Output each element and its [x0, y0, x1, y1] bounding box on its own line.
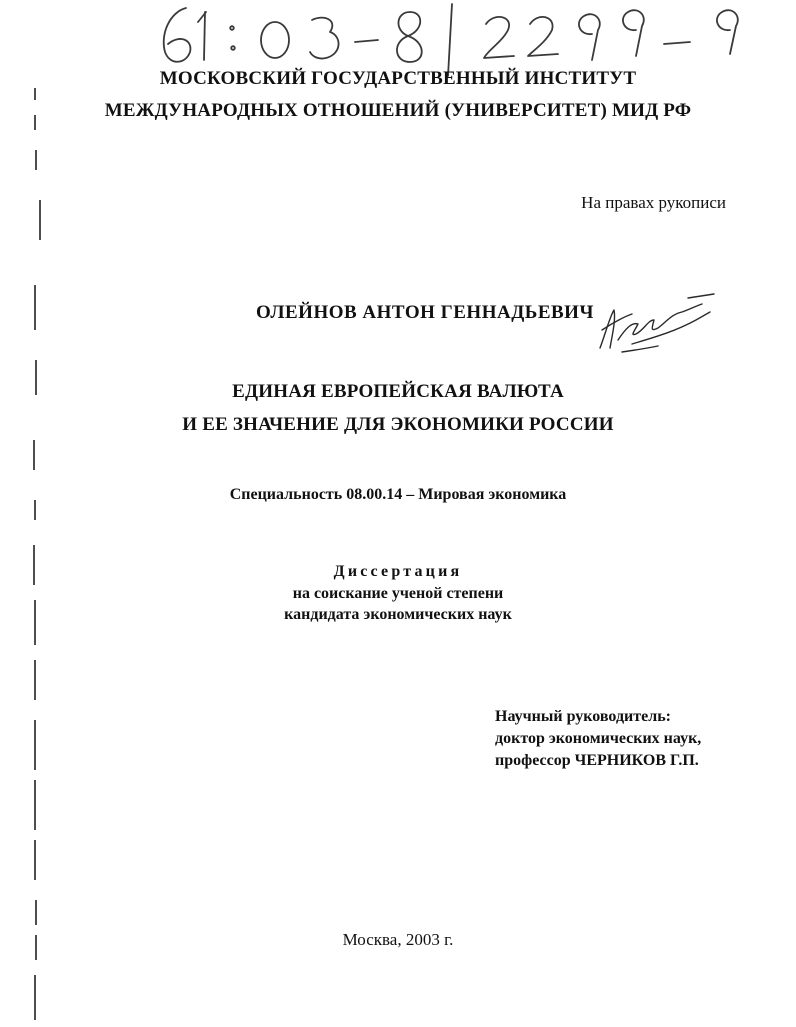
author-name: ОЛЕЙНОВ АНТОН ГЕННАДЬЕВИЧ — [256, 302, 594, 323]
dissertation-title-line-1: ЕДИНАЯ ЕВРОПЕЙСКАЯ ВАЛЮТА — [232, 381, 564, 402]
city-year: Москва, 2003 г. — [342, 930, 454, 949]
institution-name-line-1: МОСКОВСКИЙ ГОСУДАРСТВЕННЫЙ ИНСТИТУТ — [159, 68, 637, 89]
degree-line-1: на соискание ученой степени — [292, 585, 504, 602]
degree-line-2: кандидата экономических наук — [284, 606, 512, 623]
author-signature — [592, 290, 722, 360]
institution-name-line-2: МЕЖДУНАРОДНЫХ ОТНОШЕНИЙ (УНИВЕРСИТЕТ) МИД РФ — [104, 100, 692, 121]
dissertation-heading: Диссертация — [333, 563, 463, 580]
dissertation-title-line-2: И ЕЕ ЗНАЧЕНИЕ ДЛЯ ЭКОНОМИКИ РОССИИ — [182, 414, 614, 435]
rights-note: На правах рукописи — [581, 193, 726, 212]
scan-edge-artifacts — [0, 0, 50, 1027]
supervisor-label: Научный руководитель: — [495, 708, 671, 725]
supervisor-name: профессор ЧЕРНИКОВ Г.П. — [495, 752, 699, 769]
supervisor-degree: доктор экономических наук, — [495, 730, 702, 747]
specialty: Специальность 08.00.14 – Мировая экономика — [229, 486, 567, 503]
